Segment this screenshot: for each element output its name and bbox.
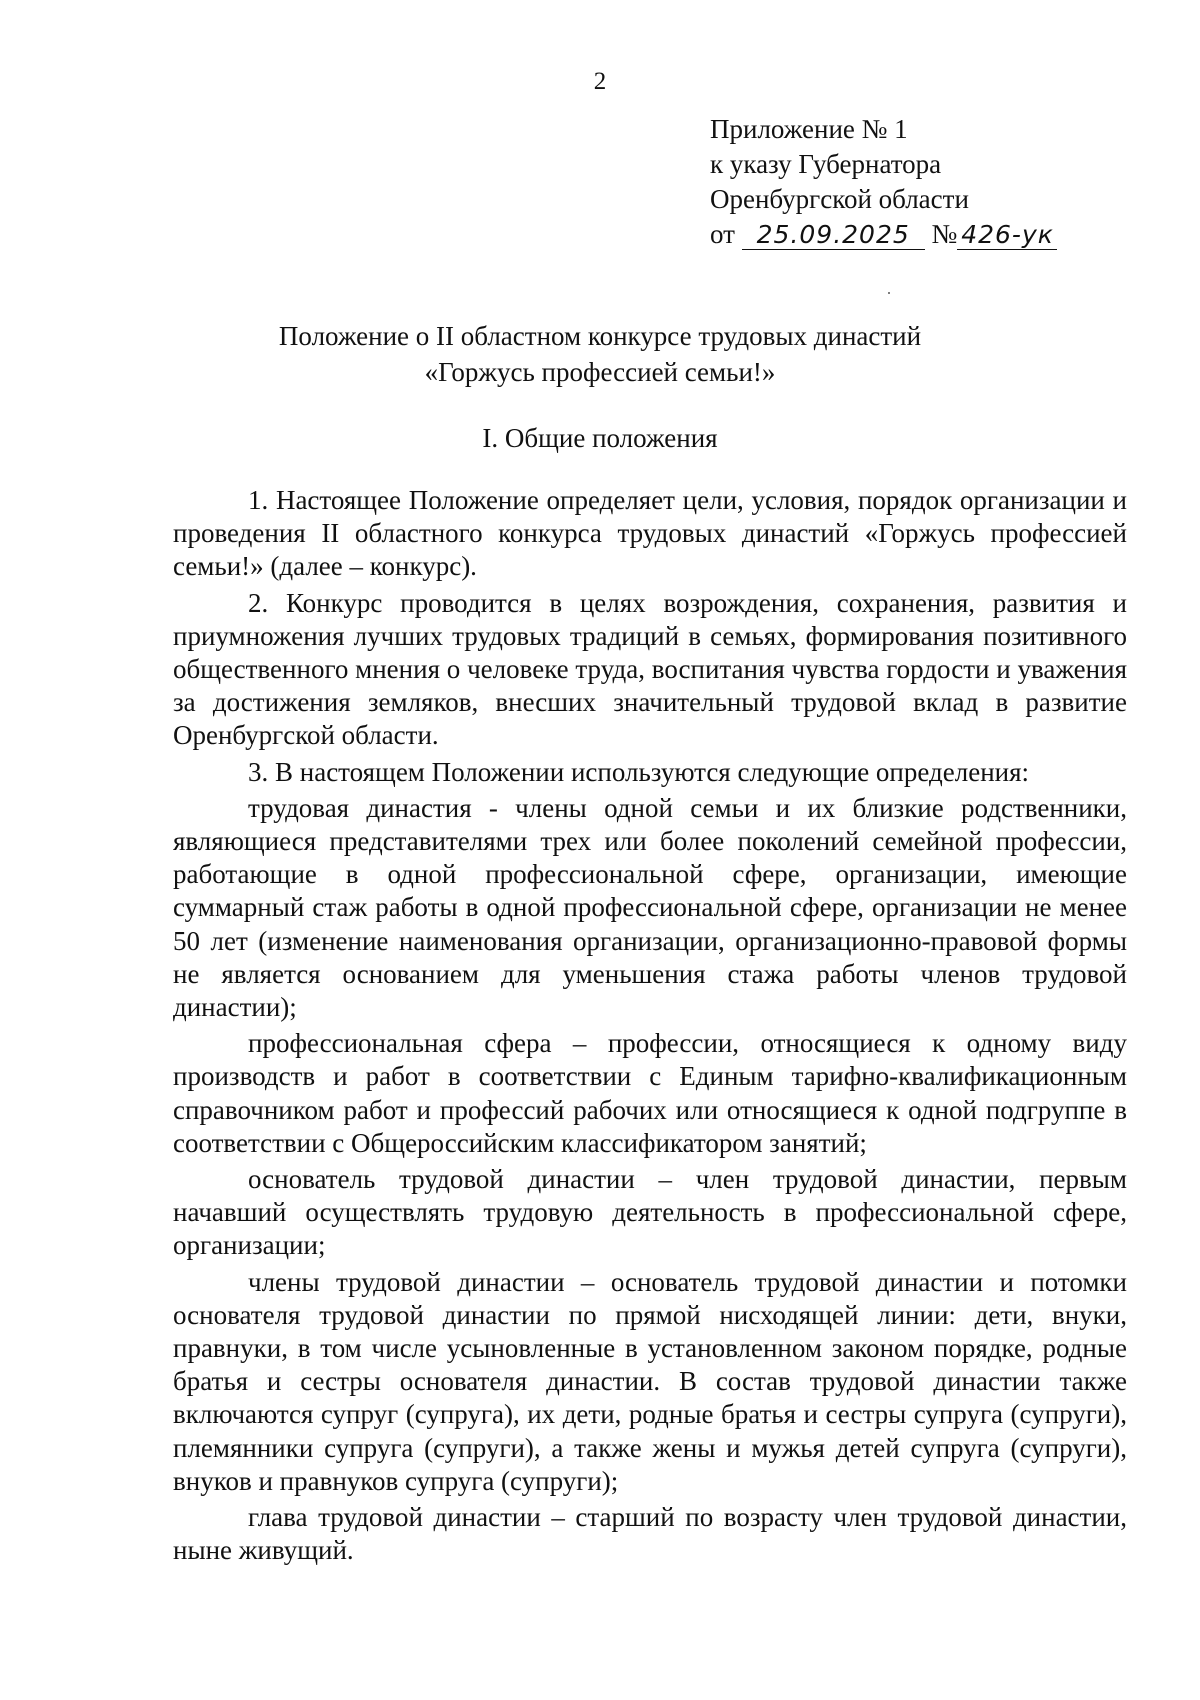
title-line-2: «Горжусь профессией семьи!» — [424, 357, 776, 387]
title-line-1: Положение о II областном конкурсе трудовых династий — [278, 321, 922, 351]
page-number: 2 — [593, 68, 607, 95]
handwritten-number: 426-ук — [957, 221, 1057, 250]
document-title — [0, 318, 1200, 390]
paragraph: члены трудовой династии – основатель трудовой династии и потомки основателя трудовой династии по прямой нисходящей линии: дети, внуки, правнуки, в том числе усыновленные в установленном законом порядке, родные братья и сестры основателя династии. В состав трудовой династии также включаются супруг (супруга), их дети, родные братья и сестры супруга (супруги), племянники супруга (супруги), а также жены и мужья детей супруга (супруги), внуков и правнуков супруга (супруги); — [173, 1266, 1127, 1496]
appendix-line-3: Оренбургской области — [710, 184, 969, 214]
document-body — [173, 484, 1127, 1571]
appendix-line-2: к указу Губернатора — [710, 149, 942, 179]
number-label: № — [931, 219, 958, 249]
paragraph: 1. Настоящее Положение определяет цели, условия, порядок организации и проведения II областного конкурса трудовых династий «Горжусь профессией семьи!» (далее – конкурс). — [173, 485, 1127, 582]
section-heading: I. Общие положения — [482, 423, 718, 453]
appendix-block — [710, 112, 1057, 252]
appendix-date-line — [710, 217, 1057, 252]
paragraph: профессиональная сфера – профессии, относящиеся к одному виду производств и работ в соответствии с Единым тарифно-квалификационным справочником работ и профессий рабочих или относящиеся к одной подгруппе в соответствии с Общероссийским классификатором занятий; — [173, 1028, 1127, 1158]
from-label: от — [710, 219, 735, 249]
paragraph: 2. Конкурс проводится в целях возрождения, сохранения, развития и приумножения лучших трудовых традиций в семьях, формирования позитивного общественного мнения о человеке труда, воспитания чувства гордости и уважения за достижения земляков, внесших значительный трудовой вклад в развитие Оренбургской области. — [173, 587, 1127, 751]
scan-speck — [888, 292, 890, 294]
paragraph: основатель трудовой династии – член трудовой династии, первым начавший осуществлять трудовую деятельность в профессиональной сфере, организации; — [173, 1164, 1127, 1261]
appendix-line-1: Приложение № 1 — [710, 114, 908, 144]
paragraph: глава трудовой династии – старший по возрасту член трудовой династии, ныне живущий. — [173, 1502, 1127, 1566]
paragraph: трудовая династия - члены одной семьи и их близкие родственники, являющиеся представителями трех или более поколений семейной профессии, работающие в одной профессиональной сфере, организации, имеющие суммарный стаж работы в одной профессиональной сфере, организации не менее 50 лет (изменение наименования организации, организационно-правовой формы не является основанием для уменьшения стажа работы членов трудовой династии); — [173, 792, 1127, 1023]
paragraph: 3. В настоящем Положении используются следующие определения: — [248, 756, 1030, 787]
handwritten-date: 25.09.2025 — [742, 221, 925, 250]
